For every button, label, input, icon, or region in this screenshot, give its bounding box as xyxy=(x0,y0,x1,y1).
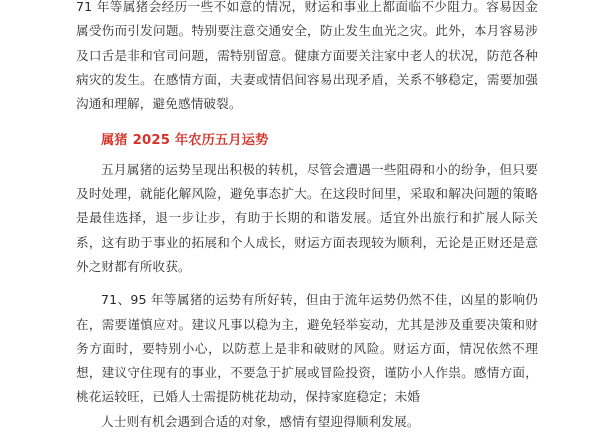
paragraph-block-4: 71、95 年等属猪的运势有所好转，但由于流年运势仍然不佳，凶星的影响仍在，需要谨慎应对。建议凡事以稳为主，避免轻举妄动，尤其是涉及重要决策和财务方面时，要特别小心，以防惹上是非和破财的风险。财运方面，情况依然不理想，建议守住现有的事业，不要急于扩展或冒险投资，谨防小人作祟。感情方面，桃花运较旺，已婚人士需提防桃花劫动，保持家庭稳定；未婚 xyxy=(76,292,538,405)
section-heading: 属猪 2025 年农历五月运势 xyxy=(101,133,269,149)
paragraph-block-5: 人士则有机会遇到合适的对象，感情有望迎得顺利发展。 xyxy=(101,413,420,429)
spacer xyxy=(76,116,538,129)
paragraph-block-1: 71 年等属猪会经历一些不如意的情况，财运和事业上都面临不少阻力。容易因金属受伤而引发问题。特别要注意交通安全，防止发生血光之灾。此外，本月容易涉及口舌是非和官司问题，需特别留意。健康方面要关注家中老人的状况，防范各种病灾的发生。在感情方面，夫妻或情侣间容易出现矛盾，关系不够稳定，需要加强沟通和理解，避免感情破裂。 xyxy=(76,0,538,112)
spacer xyxy=(76,279,538,288)
paragraph-block-3: 五月属猪的运势呈现出积极的转机，尽管会遭遇一些阻碍和小的纷争，但只要及时处理，就能化解风险，避免事态扩大。在这段时间里，采取和解决问题的策略是最佳选择，退一步让步，有助于长期的和谐发展。适宜外出旅行和扩展人际关系，这有助于事业的拓展和个人成长，财运方面表现较为顺利，无论是正财还是意外之财都有所收获。 xyxy=(76,161,538,274)
